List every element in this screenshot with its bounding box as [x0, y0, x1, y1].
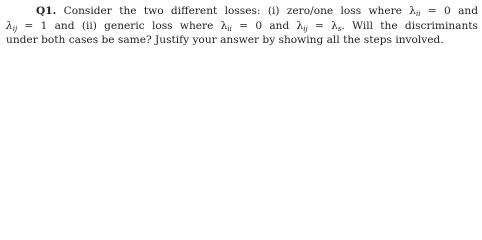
line2-mid-2: = 0 and λ: [231, 19, 304, 32]
line2-tail: . Will the discriminants: [341, 19, 478, 32]
line2-mid-1: = 1 and (ii) generic loss where λ: [17, 19, 228, 32]
line2-subscript-2: ii: [227, 24, 232, 33]
question-number: Q1.: [36, 5, 57, 17]
question-line-1: [6, 4, 478, 19]
line2-mid-3: = λ: [307, 19, 338, 32]
line2-subscript-1: ij: [12, 24, 18, 33]
line2-subscript-4: s: [337, 24, 342, 33]
line1-tail: = 0 and: [420, 5, 479, 17]
question-line-3: under both cases be same? Justify your answer by showing all the steps involved.: [6, 34, 444, 47]
question-text: [6, 4, 478, 48]
line1-subscript: ii: [416, 10, 421, 18]
question-line-2: [6, 19, 478, 34]
line2-head: λ: [6, 19, 13, 32]
line1-text: Consider the two different losses: (i) zero/one loss where λ: [63, 5, 416, 17]
line2-subscript-3: ij: [303, 24, 308, 33]
